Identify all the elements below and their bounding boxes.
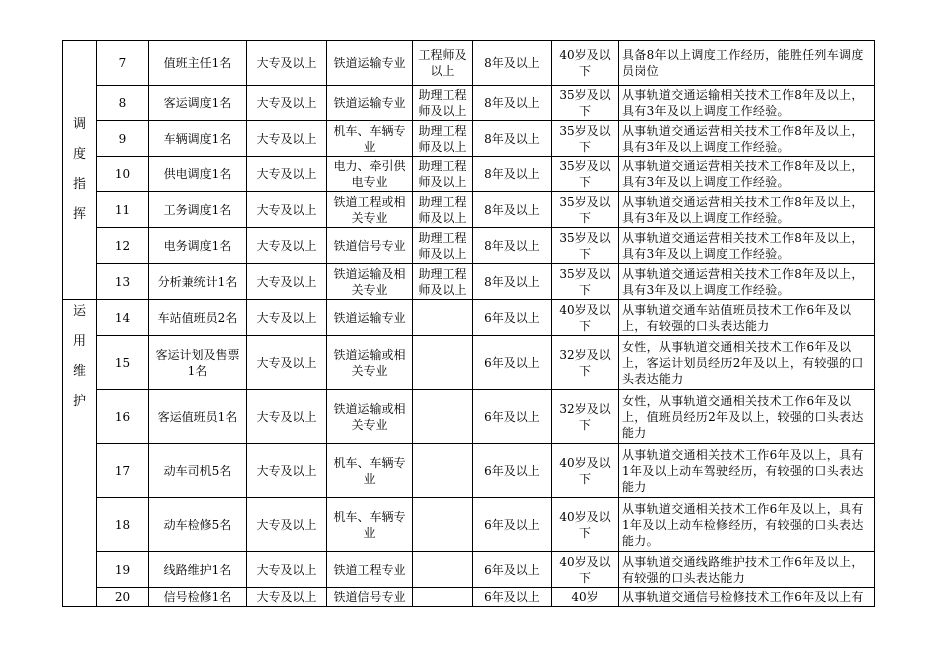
experience-cell: 8年及以上 [473,121,552,157]
recruitment-table [62,40,875,607]
education-cell: 大专及以上 [247,121,327,157]
table-row [63,192,875,228]
title-cell [413,300,473,336]
experience-cell: 6年及以上 [473,498,552,552]
major-cell: 铁道工程专业 [327,552,413,588]
age-cell: 32岁及以下 [552,336,619,390]
experience-cell: 6年及以上 [473,390,552,444]
row-number: 18 [97,498,149,552]
age-cell: 40岁及以下 [552,300,619,336]
education-cell: 大专及以上 [247,264,327,300]
education-cell: 大专及以上 [247,552,327,588]
education-cell: 大专及以上 [247,390,327,444]
title-cell [413,498,473,552]
requirement-cell: 从事轨道交通相关技术工作6年及以上，具有1年及以上动车检修经历，有较强的口头表达能力。 [619,498,875,552]
table-row [63,121,875,157]
position-cell: 电务调度1名 [149,228,247,264]
position-cell: 车站值班员2名 [149,300,247,336]
experience-cell: 8年及以上 [473,157,552,192]
row-number: 12 [97,228,149,264]
table-row [63,157,875,192]
row-number: 7 [97,41,149,86]
education-cell: 大专及以上 [247,41,327,86]
experience-cell: 8年及以上 [473,264,552,300]
title-cell: 助理工程师及以上 [413,192,473,228]
row-number: 14 [97,300,149,336]
row-number: 8 [97,86,149,121]
education-cell: 大专及以上 [247,157,327,192]
requirement-cell: 从事轨道交通相关技术工作6年及以上，具有1年及以上动车驾驶经历，有较强的口头表达能力 [619,444,875,498]
experience-cell: 6年及以上 [473,552,552,588]
position-cell: 工务调度1名 [149,192,247,228]
table-body [63,41,875,607]
requirement-cell: 从事轨道交通运营相关技术工作8年及以上，具有3年及以上调度工作经验。 [619,121,875,157]
position-cell: 客运值班员1名 [149,390,247,444]
row-number: 10 [97,157,149,192]
title-cell: 助理工程师及以上 [413,228,473,264]
major-cell: 机车、车辆专业 [327,444,413,498]
group-char: 维 [72,364,86,379]
title-cell [413,390,473,444]
requirement-cell: 从事轨道交通运营相关技术工作8年及以上，具有3年及以上调度工作经验。 [619,157,875,192]
experience-cell: 6年及以上 [473,300,552,336]
major-cell: 铁道运输专业 [327,41,413,86]
table-row [63,86,875,121]
table-row [63,336,875,390]
table-row [63,300,875,336]
education-cell: 大专及以上 [247,498,327,552]
age-cell: 40岁及以下 [552,498,619,552]
requirement-cell: 从事轨道交通车站值班员技术工作6年及以上，有较强的口头表达能力 [619,300,875,336]
experience-cell: 8年及以上 [473,86,552,121]
group-char: 调 [72,117,86,132]
requirement-cell: 女性，从事轨道交通相关技术工作6年及以上，客运计划员经历2年及以上，有较强的口头表达能力 [619,336,875,390]
major-cell: 机车、车辆专业 [327,121,413,157]
position-cell: 线路维护1名 [149,552,247,588]
position-cell: 动车司机5名 [149,444,247,498]
position-cell: 值班主任1名 [149,41,247,86]
major-cell: 电力、牵引供电专业 [327,157,413,192]
major-cell: 铁道运输或相关专业 [327,390,413,444]
row-number: 9 [97,121,149,157]
group-label-operations [63,300,97,607]
education-cell: 大专及以上 [247,86,327,121]
education-cell: 大专及以上 [247,228,327,264]
table-row [63,41,875,86]
title-cell: 助理工程师及以上 [413,121,473,157]
table-row [63,264,875,300]
major-cell: 铁道工程或相关专业 [327,192,413,228]
group-char: 用 [72,334,86,349]
table-row [63,552,875,588]
major-cell: 铁道运输专业 [327,300,413,336]
group-char: 指 [72,177,86,192]
table-row [63,228,875,264]
requirement-cell: 从事轨道交通信号检修技术工作6年及以上有 [619,588,875,607]
education-cell: 大专及以上 [247,336,327,390]
major-cell: 铁道运输及相关专业 [327,264,413,300]
requirement-cell: 具备8年以上调度工作经历，能胜任列车调度员岗位 [619,41,875,86]
title-cell: 助理工程师及以上 [413,264,473,300]
age-cell: 35岁及以下 [552,228,619,264]
education-cell: 大专及以上 [247,588,327,607]
age-cell: 35岁及以下 [552,264,619,300]
experience-cell: 6年及以上 [473,588,552,607]
major-cell: 铁道运输专业 [327,86,413,121]
position-cell: 分析兼统计1名 [149,264,247,300]
table-row [63,444,875,498]
age-cell: 35岁及以下 [552,157,619,192]
experience-cell: 8年及以上 [473,228,552,264]
title-cell [413,552,473,588]
experience-cell: 8年及以上 [473,41,552,86]
row-number: 20 [97,588,149,607]
group-char: 挥 [72,207,86,222]
position-cell: 车辆调度1名 [149,121,247,157]
table-row [63,588,875,607]
age-cell: 40岁 [552,588,619,607]
group-char: 护 [72,394,86,409]
group-char: 度 [72,147,86,162]
table-row [63,390,875,444]
row-number: 15 [97,336,149,390]
position-cell: 供电调度1名 [149,157,247,192]
education-cell: 大专及以上 [247,300,327,336]
table-row [63,498,875,552]
title-cell [413,336,473,390]
position-cell: 客运计划及售票1名 [149,336,247,390]
requirement-cell: 从事轨道交通运输相关技术工作8年及以上，具有3年及以上调度工作经验。 [619,86,875,121]
row-number: 19 [97,552,149,588]
major-cell: 铁道信号专业 [327,228,413,264]
group-char: 运 [72,304,86,319]
age-cell: 40岁及以下 [552,552,619,588]
major-cell: 铁道运输或相关专业 [327,336,413,390]
title-cell [413,588,473,607]
position-cell: 信号检修1名 [149,588,247,607]
experience-cell: 6年及以上 [473,444,552,498]
age-cell: 32岁及以下 [552,390,619,444]
title-cell: 助理工程师及以上 [413,86,473,121]
age-cell: 35岁及以下 [552,86,619,121]
requirement-cell: 从事轨道交通线路维护技术工作6年及以上，有较强的口头表达能力 [619,552,875,588]
major-cell: 机车、车辆专业 [327,498,413,552]
title-cell: 工程师及以上 [413,41,473,86]
position-cell: 客运调度1名 [149,86,247,121]
age-cell: 40岁及以下 [552,41,619,86]
age-cell: 35岁及以下 [552,121,619,157]
requirement-cell: 从事轨道交通运营相关技术工作8年及以上，具有3年及以上调度工作经验。 [619,192,875,228]
row-number: 13 [97,264,149,300]
requirement-cell: 女性，从事轨道交通相关技术工作6年及以上，值班员经历2年及以上，较强的口头表达能力 [619,390,875,444]
title-cell: 助理工程师及以上 [413,157,473,192]
age-cell: 35岁及以下 [552,192,619,228]
group-label-dispatch [63,41,97,300]
title-cell [413,444,473,498]
requirement-cell: 从事轨道交通运营相关技术工作8年及以上，具有3年及以上调度工作经验。 [619,228,875,264]
education-cell: 大专及以上 [247,444,327,498]
row-number: 17 [97,444,149,498]
row-number: 11 [97,192,149,228]
experience-cell: 6年及以上 [473,336,552,390]
age-cell: 40岁及以下 [552,444,619,498]
requirement-cell: 从事轨道交通运营相关技术工作8年及以上，具有3年及以上调度工作经验。 [619,264,875,300]
education-cell: 大专及以上 [247,192,327,228]
row-number: 16 [97,390,149,444]
position-cell: 动车检修5名 [149,498,247,552]
major-cell: 铁道信号专业 [327,588,413,607]
experience-cell: 8年及以上 [473,192,552,228]
